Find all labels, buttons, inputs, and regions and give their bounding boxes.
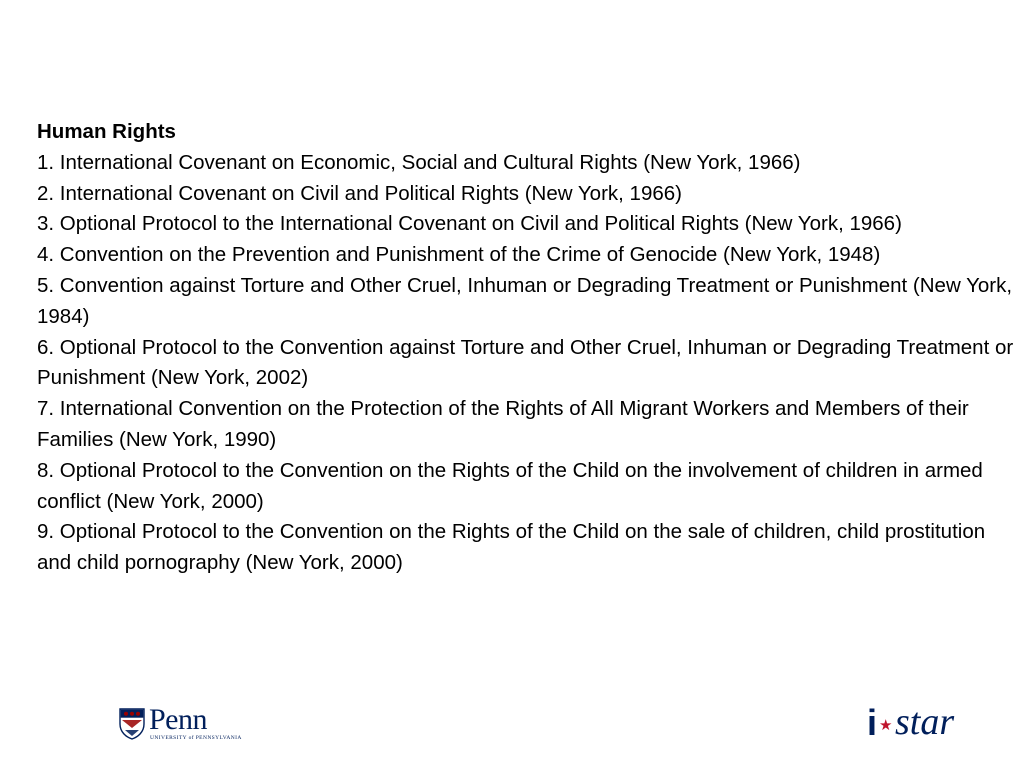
istar-logo xyxy=(867,700,977,748)
penn-shield-icon xyxy=(119,708,145,740)
list-item: 3. Optional Protocol to the International Covenant on Civil and Political Rights (New York, 1966) xyxy=(37,212,902,236)
slide-content xyxy=(37,117,1017,579)
list-item: 1. International Covenant on Economic, Social and Cultural Rights (New York, 1966) xyxy=(37,150,801,174)
penn-wordmark: Penn xyxy=(149,703,207,736)
istar-prefix: i xyxy=(867,702,878,743)
star-icon: ★ xyxy=(879,717,893,734)
slide-heading: Human Rights xyxy=(37,120,176,143)
list-item: 2. International Covenant on Civil and Political Rights (New York, 1966) xyxy=(37,181,682,205)
list-item: 7. International Convention on the Protection of the Rights of All Migrant Workers and Members of their Families (New York, 1990) xyxy=(37,397,969,451)
list-item: 5. Convention against Torture and Other Cruel, Inhuman or Degrading Treatment or Punishment (New York, 1984) xyxy=(37,273,1013,328)
penn-logo xyxy=(119,703,242,746)
penn-subtitle: UNIVERSITY of PENNSYLVANIA xyxy=(150,735,242,741)
istar-wordmark: star xyxy=(895,701,955,743)
list-item: 9. Optional Protocol to the Convention on the Rights of the Child on the sale of children, child prostitution and child pornography (New York, 2000) xyxy=(37,520,986,575)
list-item: 8. Optional Protocol to the Convention on the Rights of the Child on the involvement of children in armed conflict (New York, 2000) xyxy=(37,458,983,513)
list-item: 4. Convention on the Prevention and Punishment of the Crime of Genocide (New York, 1948) xyxy=(37,243,881,267)
list-item: 6. Optional Protocol to the Convention against Torture and Other Cruel, Inhuman or Degrading Treatment or Punishment (New York, 2002) xyxy=(37,335,1014,390)
